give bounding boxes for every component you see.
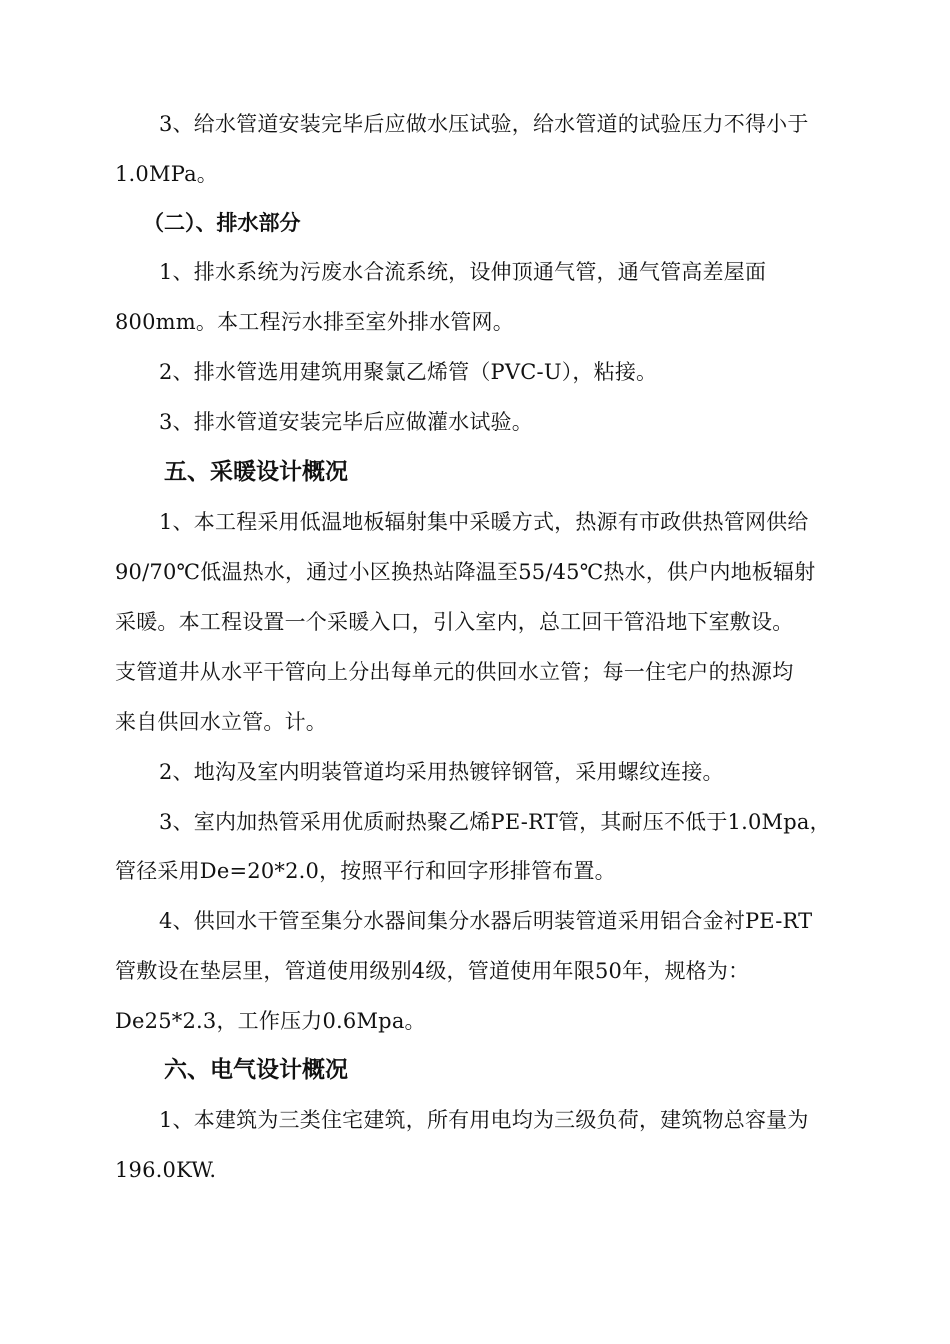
paragraph-line: 支管道井从水平干管向上分出每单元的供回水立管；每一住宅户的热源均: [115, 660, 794, 684]
paragraph-line: De25*2.3，工作压力0.6Mpa。: [115, 1009, 426, 1033]
paragraph-line: 管径采用De=20*2.0，按照平行和回字形排管布置。: [115, 859, 616, 883]
paragraph-line: 4、供回水干管至集分水器间集分水器后明装管道采用铝合金衬PE-RT: [159, 909, 813, 933]
paragraph-line: 1、本建筑为三类住宅建筑，所有用电均为三级负荷，建筑物总容量为: [159, 1108, 809, 1132]
paragraph-line: 采暖。本工程设置一个采暖入口，引入室内，总工回干管沿地下室敷设。: [115, 610, 794, 634]
paragraph-line: 2、排水管选用建筑用聚氯乙烯管（PVC-U），粘接。: [159, 360, 658, 384]
paragraph-line: 1、本工程采用低温地板辐射集中采暖方式，热源有市政供热管网供给: [159, 510, 809, 534]
paragraph-line: 3、排水管道安装完毕后应做灌水试验。: [159, 410, 533, 434]
subsection-heading-drainage: （二）、排水部分: [143, 211, 301, 235]
paragraph-line: 90/70℃低温热水，通过小区换热站降温至55/45℃热水，供户内地板辐射: [115, 560, 816, 584]
paragraph-line: 800mm。本工程污水排至室外排水管网。: [115, 310, 514, 334]
paragraph-line: 1、排水系统为污废水合流系统，设伸顶通气管，通气管高差屋面: [159, 260, 767, 284]
paragraph-line: 2、地沟及室内明装管道均采用热镀锌钢管，采用螺纹连接。: [159, 760, 724, 784]
paragraph-line: 3、室内加热管采用优质耐热聚乙烯PE-RT管，其耐压不低于1.0Mpa，: [159, 810, 831, 834]
section-heading-electrical: 六、电气设计概况: [164, 1057, 348, 1083]
paragraph-line: 1.0MPa。: [115, 162, 219, 186]
section-heading-heating: 五、采暖设计概况: [164, 459, 348, 485]
paragraph-line: 3、给水管道安装完毕后应做水压试验，给水管道的试验压力不得小于: [159, 112, 809, 136]
paragraph-line: 来自供回水立管。计。: [115, 710, 327, 734]
paragraph-line: 管敷设在垫层里，管道使用级别4级，管道使用年限50年，规格为：: [115, 959, 750, 983]
paragraph-line: 196.0KW.: [115, 1158, 217, 1182]
